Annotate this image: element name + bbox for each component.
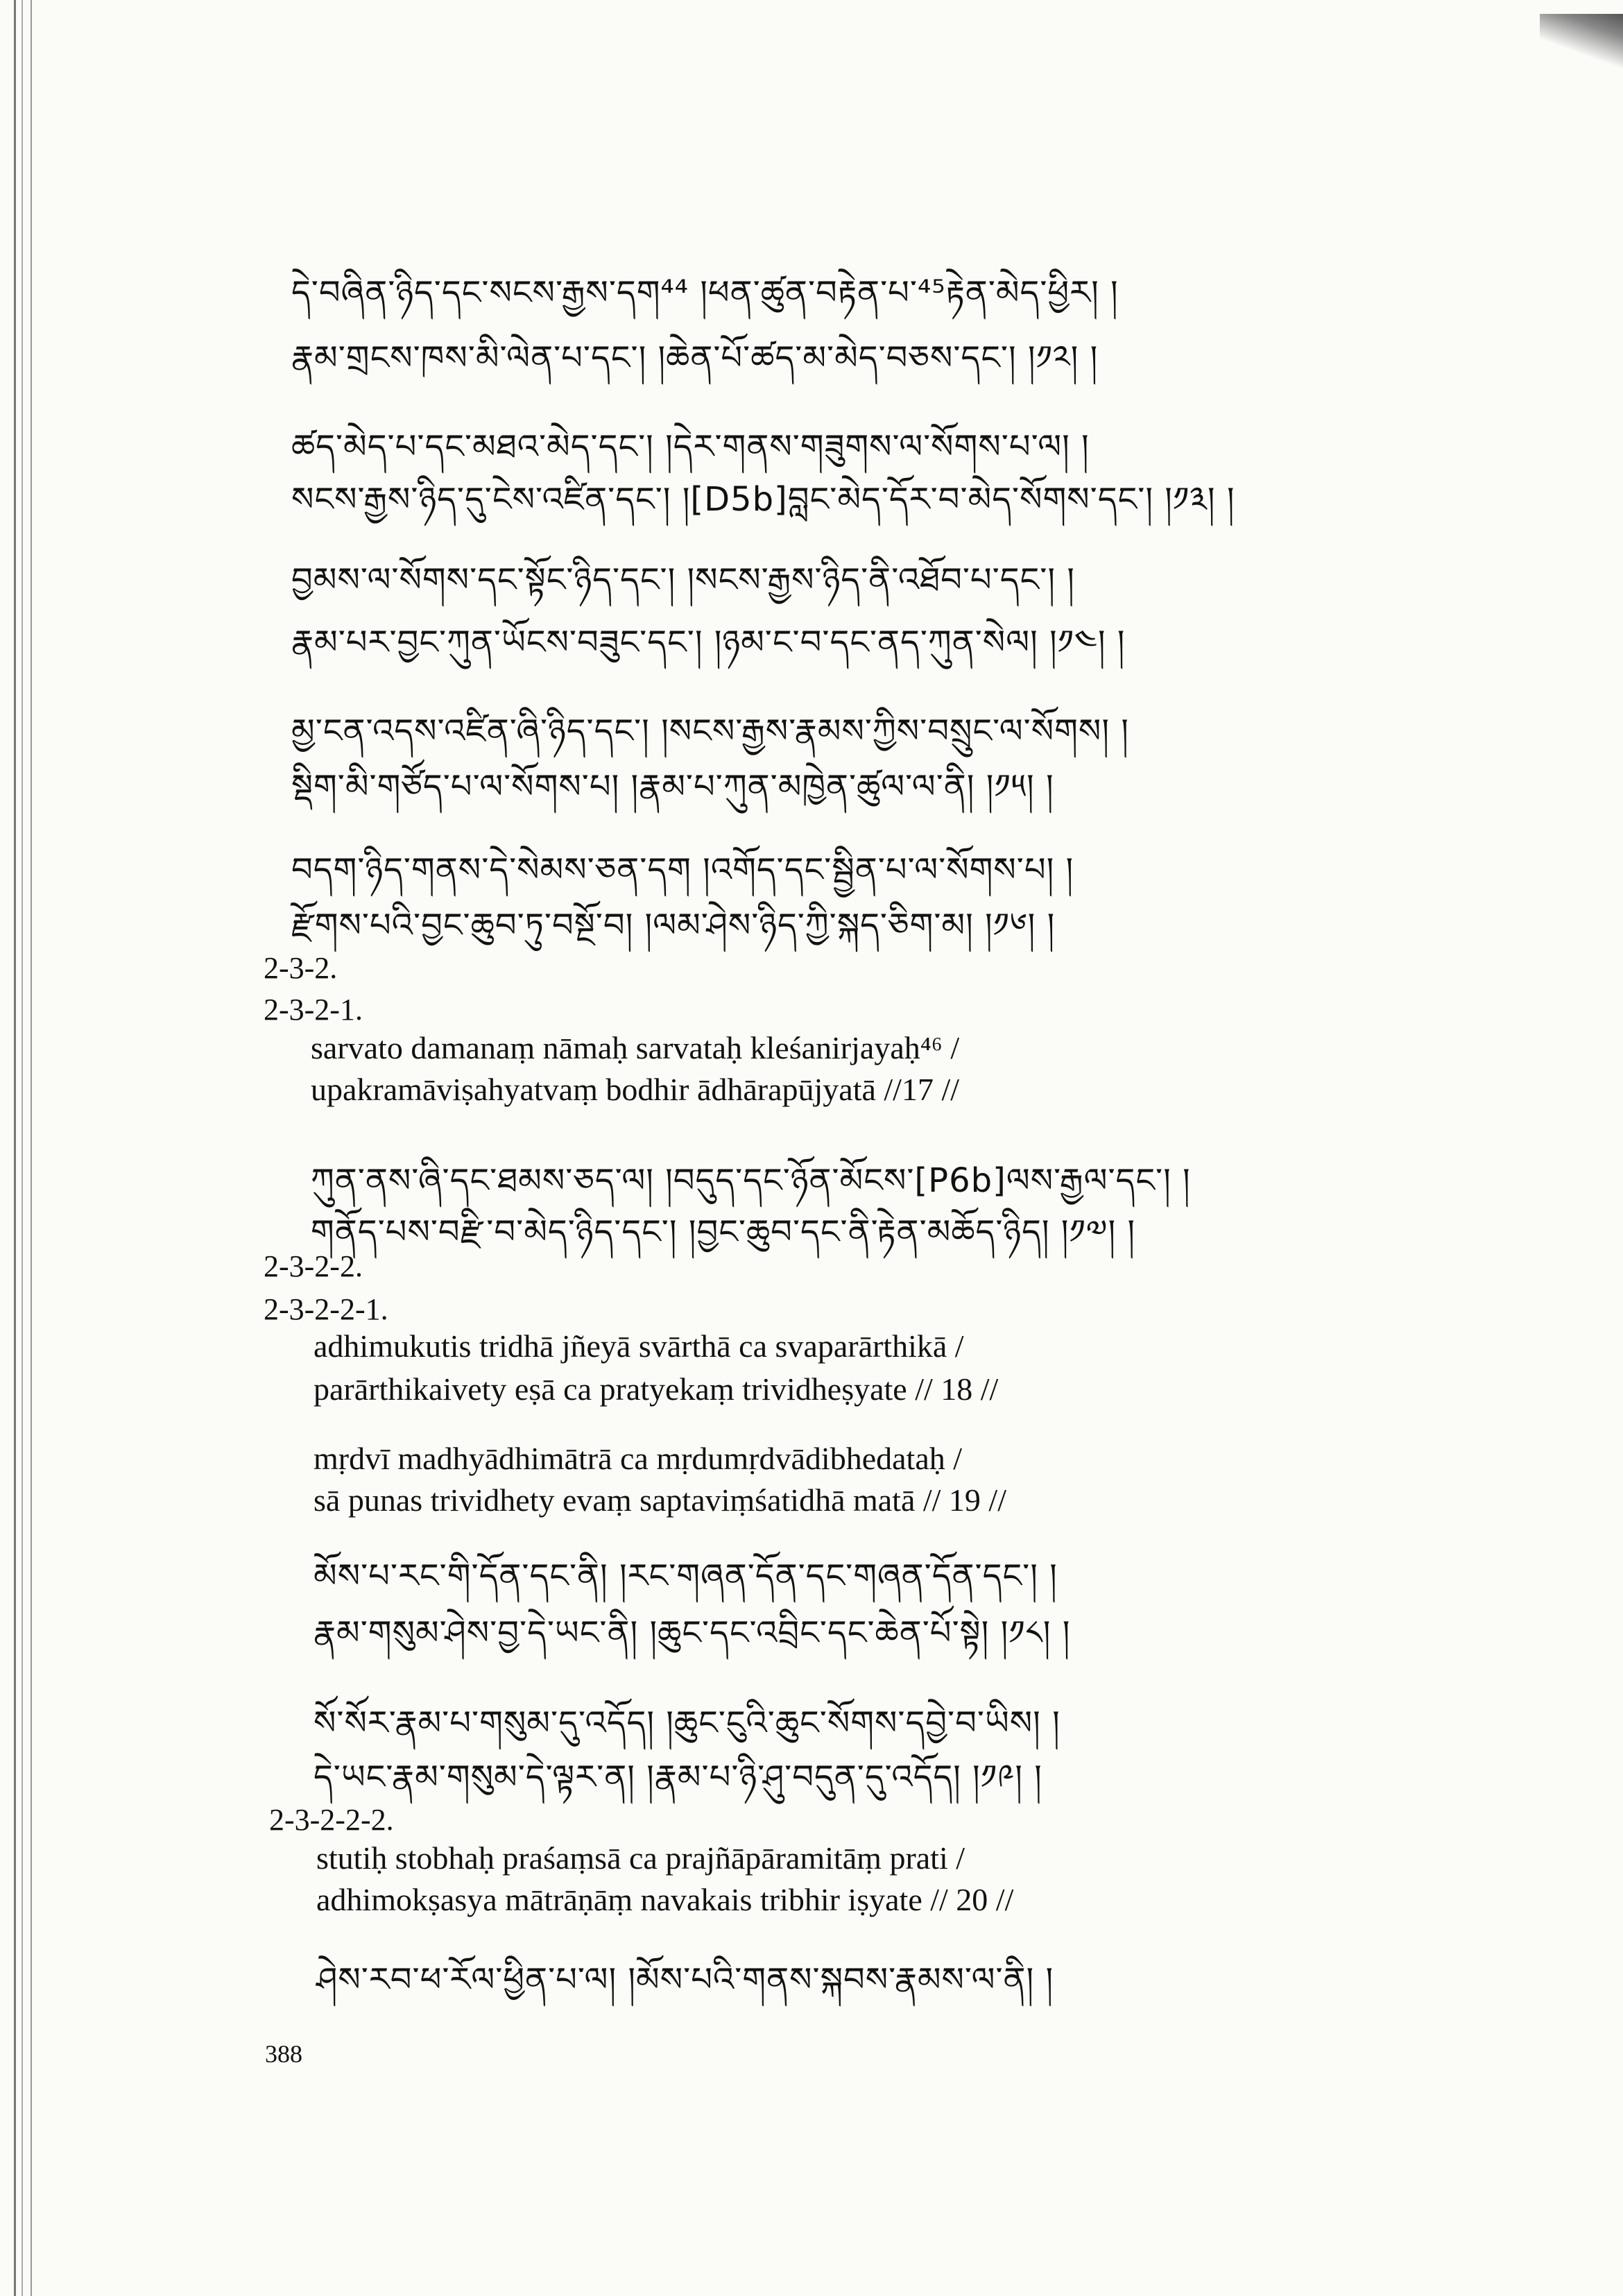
sanskrit-line: parārthikaivety eṣā ca pratyekaṃ trividheṣyate // 18 // [314,1371,999,1407]
tibetan-line: དེ་བཞིན་ཉིད་དང་སངས་རྒྱས་དག⁴⁴ །ཕན་ཚུན་བརྟེན་པ་⁴⁵རྟེན་མེད་ཕྱིར། ། [291,273,1119,312]
sanskrit-line: sarvato damanaṃ nāmaḥ sarvataḥ kleśanirjayaḥ⁴⁶ / [311,1030,960,1065]
tibetan-line: ཀུན་ནས་ཞི་དང་ཐམས་ཅད་ལ། །བདུད་དང་ཉོན་མོངས་[P6b]ལས་རྒྱལ་དང་། ། [311,1161,1191,1200]
tibetan-line: མྱ་ངན་འདས་འཛིན་ཞི་ཉིད་དང་། །སངས་རྒྱས་རྣམས་ཀྱིས་བསྲུང་ལ་སོགས། ། [291,712,1129,751]
sanskrit-line: stutiḥ stobhaḥ praśaṃsā ca prajñāpāramitāṃ prati / [316,1840,965,1876]
tibetan-line: རྣམ་གསུམ་ཤེས་བྱ་དེ་ཡང་ནི། །ཆུང་དང་འབྲིང་དང་ཆེན་པོ་སྟེ། །༡༨། ། [314,1613,1071,1652]
sanskrit-line: adhimokṣasya mātrāṇāṃ navakais tribhir iṣyate // 20 // [316,1882,1014,1917]
section-number: 2-3-2. [264,951,338,985]
binding-edge [14,0,32,2296]
tibetan-line: དེ་ཡང་རྣམ་གསུམ་དེ་ལྟར་ན། །རྣམ་པ་ཉི་ཤུ་བདུན་དུ་འདོད། །༡༩། ། [314,1758,1042,1797]
tibetan-line: མོས་པ་རང་གི་དོན་དང་ནི། །རང་གཞན་དོན་དང་གཞན་དོན་དང་། ། [314,1557,1058,1595]
sanskrit-line: adhimukutis tridhā jñeyā svārthā ca svaparārthikā / [314,1328,964,1364]
tibetan-line: རྫོགས་པའི་བྱང་ཆུབ་ཏུ་བསྔོ་བ། །ལམ་ཤེས་ཉིད་ཀྱི་སྐད་ཅིག་མ། །༡༦། ། [291,906,1056,945]
section-number: 2-3-2-2. [264,1249,363,1283]
tibetan-line: རྣམ་པར་བྱང་ཀུན་ཡོངས་བཟུང་དང་། །ཉམ་ང་བ་དང་ནད་ཀུན་སེལ། །༡༤། ། [291,623,1126,662]
section-number: 2-3-2-2-2. [269,1803,394,1837]
corner-shadow [1540,14,1623,76]
tibetan-line: གནོད་པས་བརྫི་བ་མེད་ཉིད་དང་། །བྱང་ཆུབ་དང་ནི་རྟེན་མཆོད་ཉིད། །༡༧། ། [311,1213,1136,1251]
sanskrit-line: upakramāviṣahyatvaṃ bodhir ādhārapūjyatā //17 // [311,1072,960,1107]
tibetan-line: སངས་རྒྱས་ཉིད་དུ་ངེས་འཛིན་དང་། །[D5b]བླང་མེད་དོར་བ་མེད་སོགས་དང་། །༡༣། ། [291,480,1235,519]
sanskrit-line: mṛdvī madhyādhimātrā ca mṛdumṛdvādibhedataḥ / [314,1441,963,1476]
section-number: 2-3-2-2-1. [264,1292,388,1326]
tibetan-line: ཤེས་རབ་ཕ་རོལ་ཕྱིན་པ་ལ། །མོས་པའི་གནས་སྐབས་རྣམས་ལ་ནི། ། [316,1960,1054,1999]
tibetan-line: བདག་ཉིད་གནས་དེ་སེམས་ཅན་དག །འགོད་དང་སྦྱིན་པ་ལ་སོགས་པ། ། [291,850,1074,889]
tibetan-line: སོ་སོར་རྣམ་པ་གསུམ་དུ་འདོད། །ཆུང་ངུའི་ཆུང་སོགས་དབྱེ་བ་ཡིས། ། [314,1704,1060,1742]
tibetan-line: ཚད་མེད་པ་དང་མཐའ་མེད་དང་། །དེར་གནས་གཟུགས་ལ་སོགས་པ་ལ། ། [291,427,1090,466]
tibetan-line: སྡིག་མི་གཙོད་པ་ལ་སོགས་པ། །རྣམ་པ་ཀུན་མཁྱེན་ཚུལ་ལ་ནི། །༡༥། ། [291,767,1054,806]
tibetan-line: བྱམས་ལ་སོགས་དང་སྟོང་ཉིད་དང་། །སངས་རྒྱས་ཉིད་ནི་འཐོབ་པ་དང་། ། [291,560,1075,599]
section-number: 2-3-2-1. [264,993,363,1027]
tibetan-line: རྣམ་གྲངས་ཁས་མི་ལེན་པ་དང་། །ཆེན་པོ་ཚད་མ་མེད་བཅས་དང་། །༡༢། ། [291,339,1099,377]
sanskrit-line: sā punas trividhety evaṃ saptaviṃśatidhā matā // 19 // [314,1482,1006,1518]
page-number: 388 [265,2040,302,2068]
